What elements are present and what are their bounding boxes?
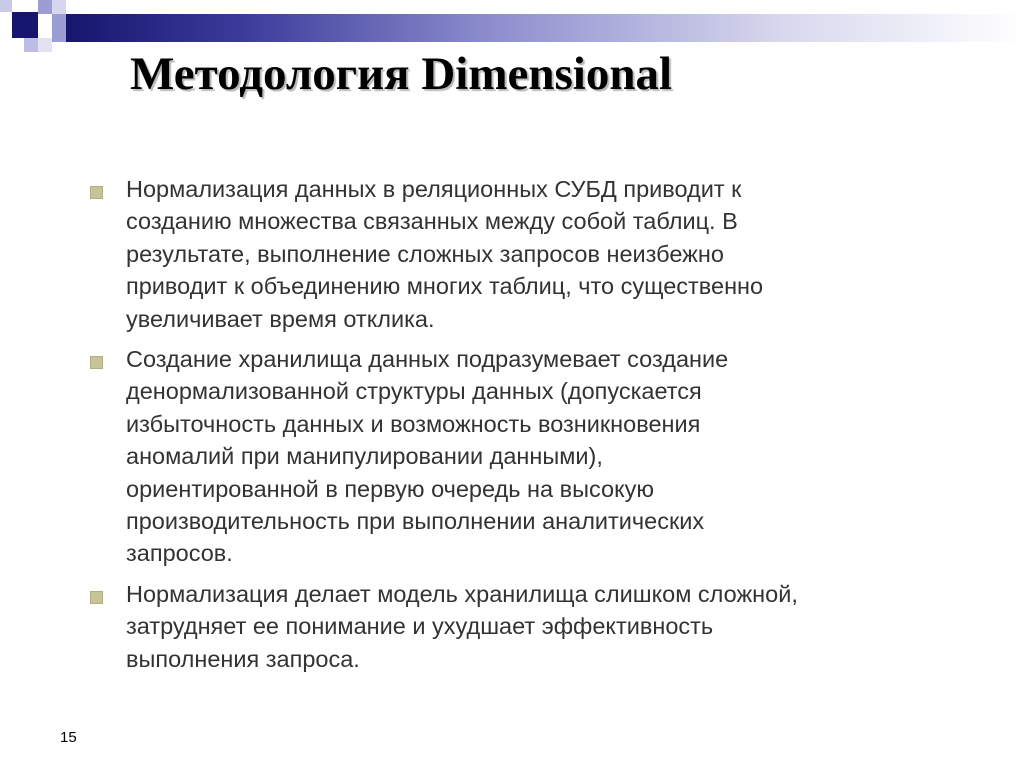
bullet-item xyxy=(84,173,964,335)
square-bullet-icon xyxy=(90,356,103,369)
slide-title: Методология Dimensional xyxy=(130,48,673,100)
slide-number: 15 xyxy=(60,729,77,746)
square-bullet-icon xyxy=(90,186,103,199)
deco-square xyxy=(52,14,66,42)
bullet-text: Нормализация данных в реляционных СУБД приводит к созданию множества связанных между собой таблиц. В результате, выполнение сложных запросов неизбежно приводит к объединению многих таблиц, что существенно увеличивает время отклика. xyxy=(126,176,764,332)
square-bullet-icon xyxy=(90,591,103,604)
deco-square xyxy=(0,0,12,12)
bullet-list xyxy=(84,173,964,683)
deco-square xyxy=(38,38,52,52)
bullet-item xyxy=(84,343,964,570)
header-gradient-bar xyxy=(66,14,1024,42)
deco-square xyxy=(12,12,38,38)
deco-square xyxy=(52,0,66,14)
bullet-item xyxy=(84,578,964,675)
bullet-text: Нормализация делает модель хранилища слишком сложной, затрудняет ее понимание и ухудшает эффективность выполнения запроса. xyxy=(126,580,798,672)
deco-square xyxy=(38,0,52,14)
bullet-text: Создание хранилища данных подразумевает создание денормализованной структуры данных (допускается избыточность данных и возможность возникновения аномалий при манипулировании данными), ориентированной в первую очередь на высокую производительность при выполнении аналитических запросов. xyxy=(126,346,729,567)
deco-square xyxy=(24,38,38,52)
